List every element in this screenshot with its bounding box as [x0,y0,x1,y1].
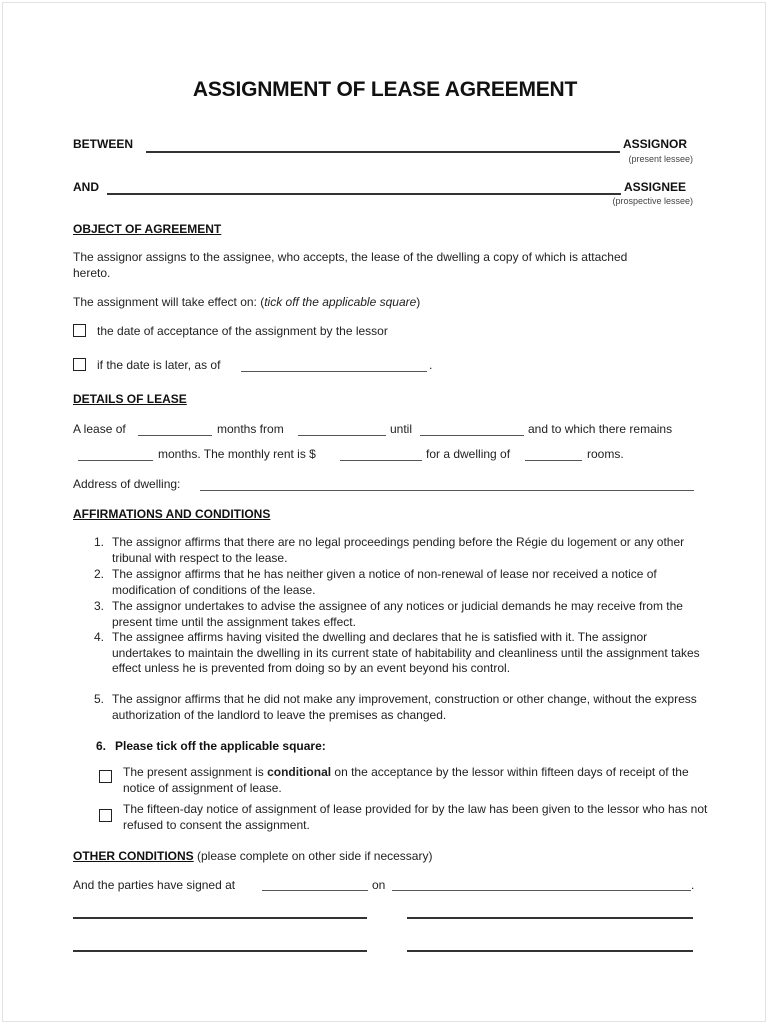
document-page [2,2,766,1022]
item-number: 2. [94,567,105,581]
object-paragraph: The assignor assigns to the assignee, who accepts, the lease of the dwelling a copy of which is attached hereto. [73,250,628,280]
item-6-number: 6. [96,739,107,753]
assignee-name-field[interactable] [107,193,621,195]
item-number: 1. [94,535,105,549]
monthly-rent-label: months. The monthly rent is $ [158,447,316,461]
dwelling-of-label: for a dwelling of [426,447,511,461]
item-6-text: Please tick off the applicable square: [115,739,326,753]
item-number: 3. [94,599,105,613]
signed-date-field[interactable] [392,890,691,891]
option-later-date: if the date is later, as of [97,358,221,372]
affirmations-heading: AFFIRMATIONS AND CONDITIONS [73,507,271,521]
lease-months-field[interactable] [138,435,212,436]
details-heading: DETAILS OF LEASE [73,392,187,406]
assignor-sublabel: (present lessee) [628,154,693,164]
lease-start-field[interactable] [298,435,386,436]
checkbox-acceptance-date[interactable] [73,324,86,337]
assignor-name-field[interactable] [146,151,620,153]
signed-on-label: on [372,878,386,892]
affirmation-item-1 [94,535,704,567]
item-number: 4. [94,630,105,644]
item-text: The assignee affirms having visited the dwelling and declares that he is satisfied with it. The assignor undertakes to maintain the dwelling in its current state of habitability and cleanliness until the assignment takes effect unless he is prevented from doing so by an event beyond his control. [112,630,700,675]
conditional-suffix: on the acceptance by the lessor within fifteen days of receipt of the notice of assignment of lease. [123,765,689,795]
effect-prefix: The assignment will take effect on: ( [73,295,265,309]
lease-end-field[interactable] [420,435,524,436]
object-heading: OBJECT OF AGREEMENT [73,222,222,236]
item-text: The assignor affirms that he did not make any improvement, construction or other change, without the express authorization of the landlord to leave the premises as changed. [112,692,697,722]
checkbox-notice-given[interactable] [99,809,112,822]
between-label: BETWEEN [73,137,133,151]
document-title: ASSIGNMENT OF LEASE AGREEMENT [192,78,578,101]
effect-suffix: ) [416,295,421,309]
conditional-prefix: The present assignment is [123,765,268,779]
affirmation-item-3 [94,599,704,631]
option-notice-given: The fifteen-day notice of assignment of lease provided for by the law has been given to the lessor who has not refused to consent the assignment. [123,802,708,832]
item-text: The assignor affirms that there are no legal proceedings pending before the Régie du logement or any other tribunal with respect to the lease. [112,535,685,565]
rooms-label: rooms. [587,447,624,461]
signature-line-4[interactable] [407,950,693,952]
assignee-label: ASSIGNEE [624,180,687,194]
option-acceptance-date: the date of acceptance of the assignment by the lessor [97,324,388,338]
and-label: AND [73,180,99,194]
checkbox-conditional-assignment[interactable] [99,770,112,783]
item-text: The assignor undertakes to advise the assignee of any notices or judicial demands he may receive from the present time until the assignment takes effect. [112,599,683,629]
signed-period: . [691,878,695,892]
signature-line-2[interactable] [407,917,693,919]
affirmation-item-2 [94,567,704,599]
rooms-field[interactable] [525,460,582,461]
signature-line-3[interactable] [73,950,367,952]
other-note: (please complete on other side if necessary) [197,849,433,863]
later-date-period: . [429,358,433,372]
item-text: The assignor affirms that he has neither given a notice of non-renewal of lease nor received a notice of modification of conditions of the lease. [112,567,657,597]
lease-of-label: A lease of [73,422,126,436]
signed-place-field[interactable] [262,890,368,891]
checkbox-later-date[interactable] [73,358,86,371]
remains-label: and to which there remains [528,422,673,436]
effect-italic: tick off the applicable square [264,295,417,309]
monthly-rent-field[interactable] [340,460,422,461]
assignee-sublabel: (prospective lessee) [612,196,693,206]
signature-line-1[interactable] [73,917,367,919]
assignor-label: ASSIGNOR [623,137,688,151]
item-number: 5. [94,692,105,706]
address-label: Address of dwelling: [73,477,181,491]
other-conditions-line [73,849,432,863]
address-field[interactable] [200,490,694,491]
later-date-field[interactable] [241,371,427,372]
until-label: until [390,422,413,436]
effect-line [73,295,420,309]
option-conditional-assignment [123,765,708,796]
affirmation-item-4 [94,630,704,692]
remaining-months-field[interactable] [78,460,153,461]
months-from-label: months from [217,422,284,436]
signed-at-label: And the parties have signed at [73,878,236,892]
other-heading: OTHER CONDITIONS [73,849,194,863]
affirmation-item-5 [94,692,704,724]
conditional-bold: conditional [267,765,332,779]
